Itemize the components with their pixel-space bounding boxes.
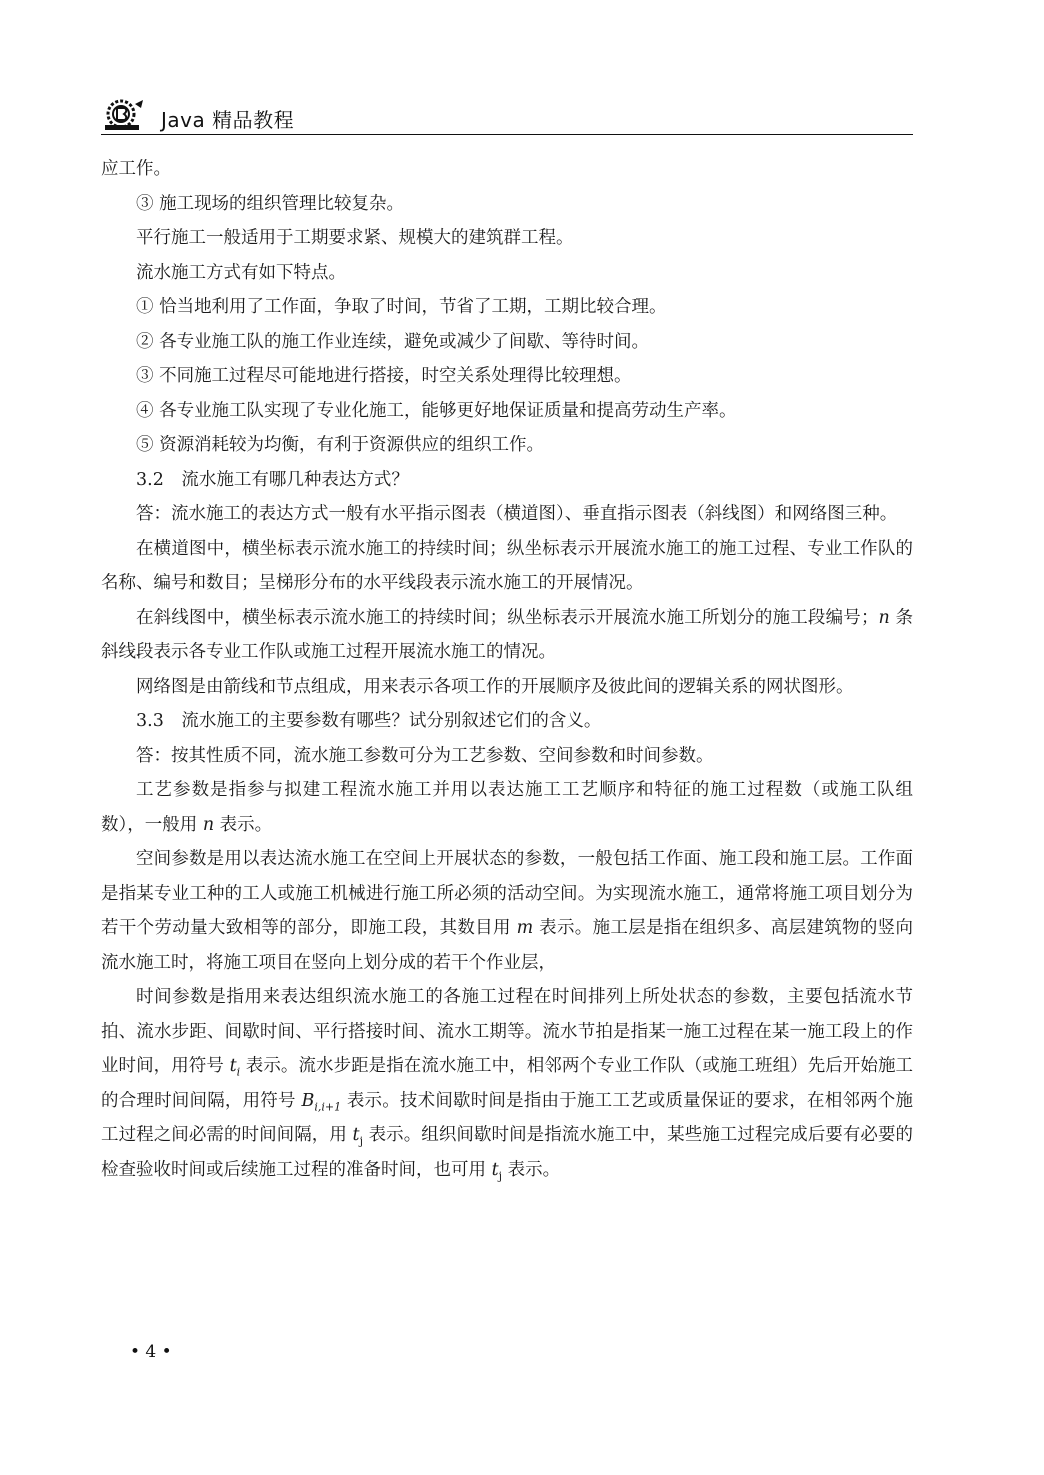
math-variable: n <box>878 607 890 628</box>
page-body <box>101 152 913 1187</box>
page-header <box>101 98 913 135</box>
section-question: 3.2 流水施工有哪几种表达方式？ <box>136 469 409 490</box>
list-item: ③ 不同施工过程尽可能地进行搭接，时空关系处理得比较理想。 <box>136 366 632 386</box>
math-variable: n <box>202 814 215 835</box>
list-item: ④ 各专业施工队实现了专业化施工，能够更好地保证质量和提高劳动生产率。 <box>136 400 737 421</box>
paragraph: 时间参数是指用来表达组织流水施工的各施工过程在时间排列上所处状态的参数，主要包括流水节拍、流水步距、间歇时间、平行搭接时间、流水工期等。流水节拍是指某一施工过程在某一施工段上的作业时间，用符号 $t_i$ 表示。流水步距是指在流水施工中，相邻两个专业工作队（或施工班组）先后开始施工的合理时间间隔，用符号 $B_{i,i+1}$ 表示。技术间歇时间是指由于施工工艺或质量保证的要求，在相邻两个施工过程之间必需的时间间隔，用 $t_j$ 表示。组织间歇时间是指流水施工中，某些施工过程完成后要有必要的检查验收时间或后续施工过程的准备时间，也可用 $t_j$ 表示。 <box>101 987 914 1182</box>
paragraph: 在横道图中，横坐标表示流水施工的持续时间；纵坐标表示开展流水施工的施工过程、专业工作队的名称、编号和数目；呈梯形分布的水平线段表示流水施工的开展情况。 <box>101 538 913 593</box>
paragraph: 在斜线图中，横坐标表示流水施工的持续时间；纵坐标表示开展流水施工所划分的施工段编号；n 条斜线段表示各专业工作队或施工过程开展流水施工的情况。 <box>101 607 913 662</box>
paragraph: 网络图是由箭线和节点组成，用来表示各项工作的开展顺序及彼此间的逻辑关系的网状图形。 <box>136 676 854 697</box>
paragraph: 应工作。 <box>101 159 171 179</box>
list-item: ① 恰当地利用了工作面，争取了时间，节省了工期，工期比较合理。 <box>136 297 667 317</box>
math-variable: t <box>352 1125 360 1145</box>
paragraph: 平行施工一般适用于工期要求紧、规模大的建筑群工程。 <box>136 228 574 248</box>
paragraph: 答：流水施工的表达方式一般有水平指示图表（横道图）、垂直指示图表（斜线图）和网络图三种。 <box>136 504 898 524</box>
paragraph: 答：按其性质不同，流水施工参数可分为工艺参数、空间参数和时间参数。 <box>136 745 714 766</box>
list-item: ② 各专业施工队的施工作业连续，避免或减少了间歇、等待时间。 <box>136 331 650 352</box>
paragraph: 工艺参数是指参与拟建工程流水施工并用以表达施工工艺顺序和特征的施工过程数（或施工队组数），一般用 n 表示。 <box>101 780 913 835</box>
math-variable: m <box>516 918 534 938</box>
page-number: • 4 • <box>130 1342 172 1362</box>
paragraph: 流水施工方式有如下特点。 <box>136 262 346 283</box>
list-item: ③ 施工现场的组织管理比较复杂。 <box>136 193 405 214</box>
math-variable: t <box>491 1159 499 1180</box>
book-title: Java 精品教程 <box>161 108 295 132</box>
paragraph: 空间参数是用以表达流水施工在空间上开展状态的参数，一般包括工作面、施工段和施工层。工作面是指某专业工种的工人或施工机械进行施工所必须的活动空间。为实现流水施工，通常将施工项目划分为若干个劳动量大致相等的部分，即施工段，其数目用 m 表示。施工层是指在组织多、高层建筑物的竖向流水施工时，将施工项目在竖向上划分成的若干个作业层， <box>101 849 913 973</box>
list-item: ⑤ 资源消耗较为均衡，有利于资源供应的组织工作。 <box>136 435 545 455</box>
math-variable: t <box>229 1056 237 1076</box>
math-variable: B <box>301 1090 315 1111</box>
section-question: 3.3 流水施工的主要参数有哪些？试分别叙述它们的含义。 <box>136 711 602 731</box>
publisher-logo-icon <box>101 98 147 132</box>
